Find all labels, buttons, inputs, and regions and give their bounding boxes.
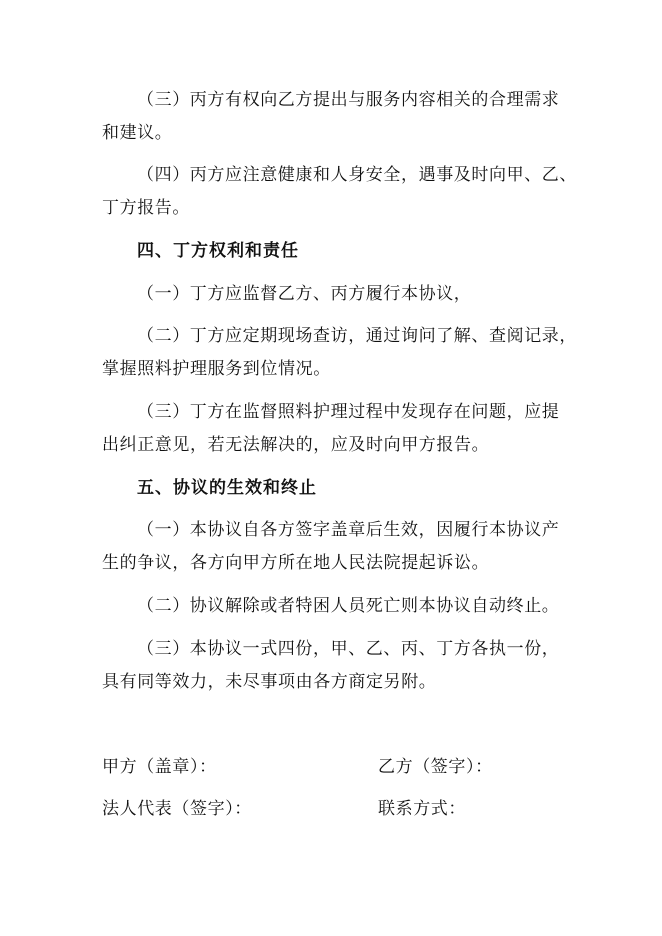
paragraph-4-line-2: 丁方报告。 bbox=[102, 198, 190, 218]
section-5-item-1-line-2: 生的争议，各方向甲方所在地人民法院提起诉讼。 bbox=[102, 553, 490, 573]
section-4-item-1: （一）丁方应监督乙方、丙方履行本协议， bbox=[137, 284, 472, 304]
paragraph-4-line-1: （四）丙方应注意健康和人身安全，遇事及时向甲、乙、 bbox=[137, 165, 577, 185]
party-b-signature-label: 乙方（签字）： bbox=[378, 757, 493, 777]
section-4-item-3-line-2: 出纠正意见，若无法解决的，应及时向甲方报告。 bbox=[102, 435, 490, 455]
section-5-item-2: （二）协议解除或者特困人员死亡则本协议自动终止。 bbox=[137, 596, 560, 616]
party-a-seal-label: 甲方（盖章）： bbox=[102, 757, 217, 777]
section-heading-4: 四、丁方权利和责任 bbox=[137, 241, 299, 261]
section-5-item-1-line-1: （一）本协议自各方签字盖章后生效，因履行本协议产 bbox=[137, 520, 560, 540]
section-4-item-2-line-2: 掌握照料护理服务到位情况。 bbox=[102, 359, 331, 379]
paragraph-3-line-1: （三）丙方有权向乙方提出与服务内容相关的合理需求 bbox=[137, 90, 560, 110]
legal-rep-signature-label: 法人代表（签字）： bbox=[102, 799, 252, 819]
section-5-item-3-line-1: （三）本协议一式四份，甲、乙、丙、丁方各执一份， bbox=[137, 639, 560, 659]
section-5-item-3-line-2: 具有同等效力，未尽事项由各方商定另附。 bbox=[102, 672, 437, 692]
section-4-item-3-line-1: （三）丁方在监督照料护理过程中发现存在问题，应提 bbox=[137, 402, 560, 422]
section-heading-5: 五、协议的生效和终止 bbox=[137, 478, 317, 498]
paragraph-3-line-2: 和建议。 bbox=[102, 123, 173, 143]
section-4-item-2-line-1: （二）丁方应定期现场查访，通过询问了解、查阅记录， bbox=[137, 326, 577, 346]
contact-label: 联系方式： bbox=[378, 799, 466, 819]
